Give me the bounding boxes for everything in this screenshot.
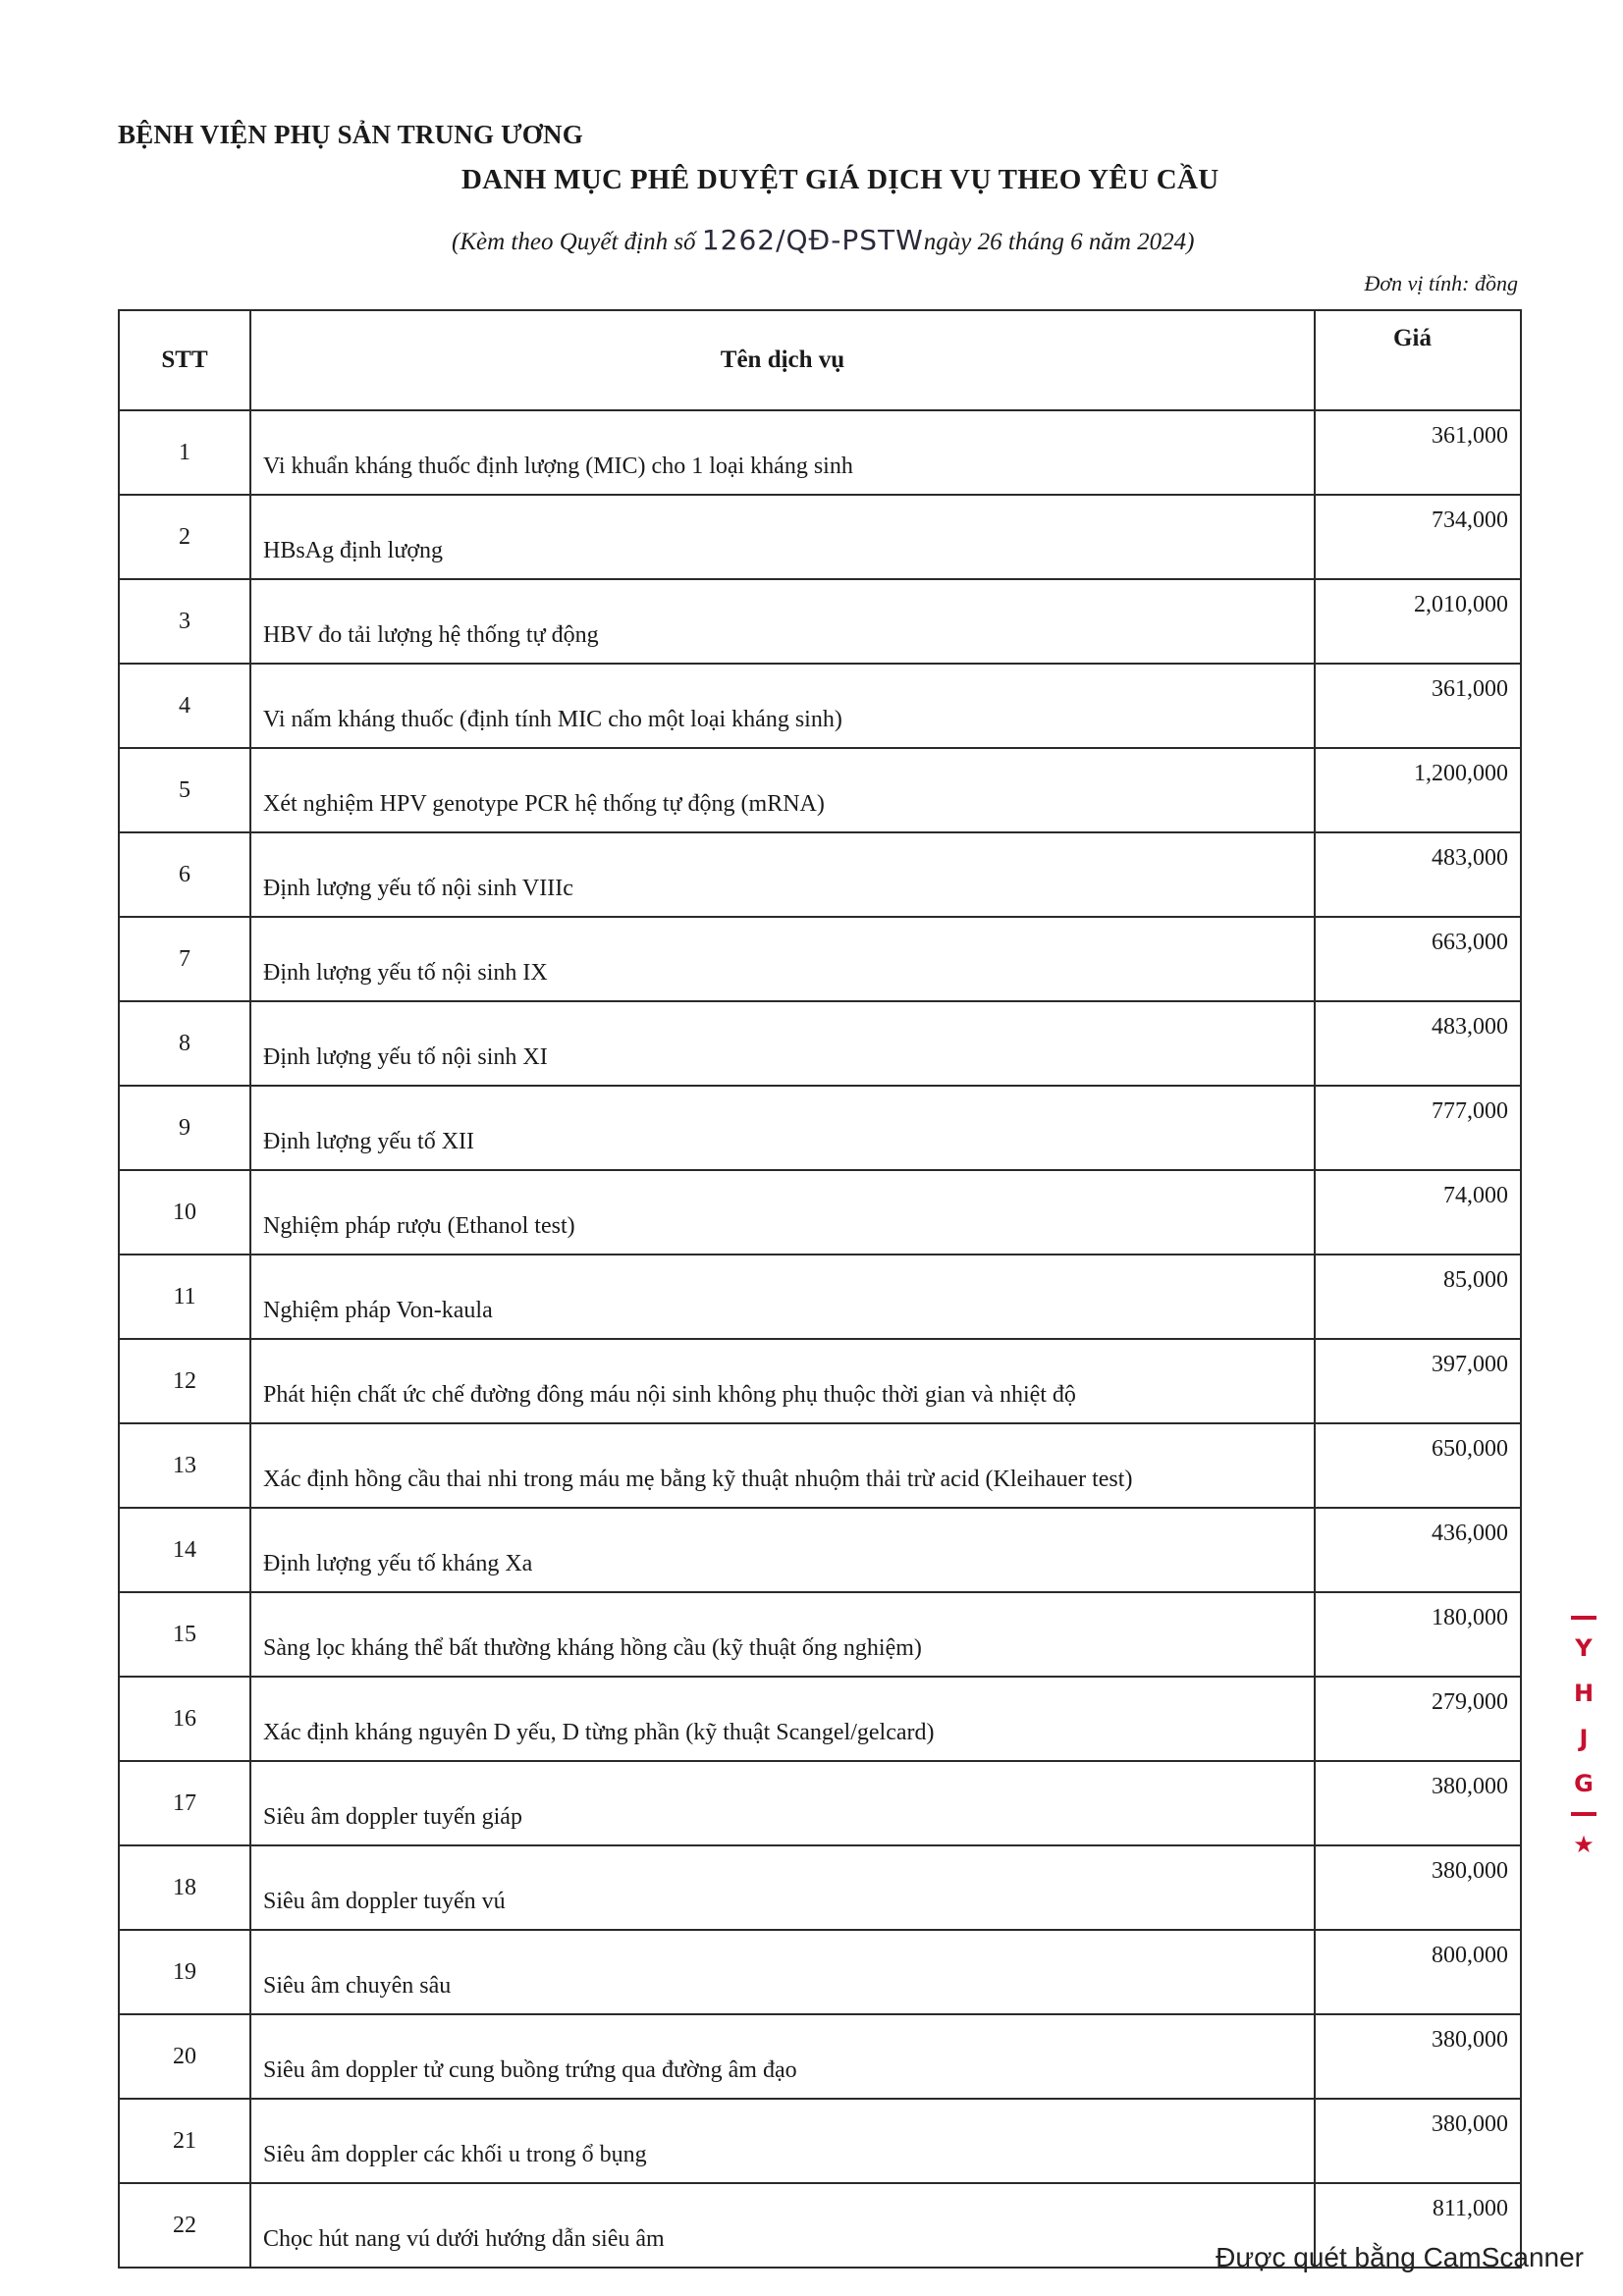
row-service-name: Siêu âm doppler tuyến giáp (250, 1761, 1315, 1845)
row-price: 1,200,000 (1315, 748, 1521, 832)
row-price: 777,000 (1315, 1086, 1521, 1170)
row-service-name: Siêu âm doppler tử cung buồng trứng qua đường âm đạo (250, 2014, 1315, 2099)
row-price: 380,000 (1315, 1761, 1521, 1845)
red-stamp (1564, 1610, 1603, 1867)
row-price: 361,000 (1315, 410, 1521, 495)
row-service-name: Sàng lọc kháng thể bất thường kháng hồng cầu (kỹ thuật ống nghiệm) (250, 1592, 1315, 1677)
table-row (119, 2014, 1521, 2099)
row-price: 380,000 (1315, 2014, 1521, 2099)
subtitle-prefix: (Kèm theo Quyết định số (452, 229, 702, 255)
row-stt: 22 (119, 2183, 250, 2268)
row-stt: 5 (119, 748, 250, 832)
table-row (119, 1508, 1521, 1592)
row-price: 85,000 (1315, 1255, 1521, 1339)
table-row (119, 1001, 1521, 1086)
row-stt: 14 (119, 1508, 250, 1592)
table-row (119, 2099, 1521, 2183)
stamp-letter: H (1573, 1680, 1595, 1707)
stamp-letter: J (1579, 1725, 1589, 1752)
organization-name: BỆNH VIỆN PHỤ SẢN TRUNG ƯƠNG (118, 120, 583, 149)
row-service-name: Xác định hồng cầu thai nhi trong máu mẹ bằng kỹ thuật nhuộm thải trừ acid (Kleihauer test) (250, 1423, 1315, 1508)
row-price: 734,000 (1315, 495, 1521, 579)
row-stt: 6 (119, 832, 250, 917)
row-price: 663,000 (1315, 917, 1521, 1001)
table-row (119, 664, 1521, 748)
document-title: DANH MỤC PHÊ DUYỆT GIÁ DỊCH VỤ THEO YÊU CẦU (461, 164, 1219, 195)
row-price: 2,010,000 (1315, 579, 1521, 664)
row-price: 74,000 (1315, 1170, 1521, 1255)
row-service-name: Định lượng yếu tố nội sinh XI (250, 1001, 1315, 1086)
stamp-letter: G (1574, 1770, 1594, 1797)
stamp-bar-top (1571, 1616, 1596, 1620)
column-header-price: Giá (1315, 310, 1521, 410)
table-row (119, 579, 1521, 664)
row-stt: 4 (119, 664, 250, 748)
row-service-name: Định lượng yếu tố kháng Xa (250, 1508, 1315, 1592)
table-row (119, 1170, 1521, 1255)
column-header-stt: STT (119, 310, 250, 410)
table-row (119, 1255, 1521, 1339)
document-subtitle (452, 224, 1194, 256)
row-service-name: HBsAg định lượng (250, 495, 1315, 579)
row-stt: 20 (119, 2014, 250, 2099)
row-service-name: Nghiệm pháp Von-kaula (250, 1255, 1315, 1339)
table-header-row (119, 310, 1521, 410)
row-service-name: Định lượng yếu tố XII (250, 1086, 1315, 1170)
row-price: 811,000 (1315, 2183, 1521, 2268)
row-service-name: Xét nghiệm HPV genotype PCR hệ thống tự động (mRNA) (250, 748, 1315, 832)
stamp-letter: Y (1575, 1634, 1593, 1662)
row-price: 279,000 (1315, 1677, 1521, 1761)
row-service-name: Siêu âm chuyên sâu (250, 1930, 1315, 2014)
row-service-name: Định lượng yếu tố nội sinh IX (250, 917, 1315, 1001)
row-stt: 15 (119, 1592, 250, 1677)
row-service-name: Vi nấm kháng thuốc (định tính MIC cho một loại kháng sinh) (250, 664, 1315, 748)
row-stt: 2 (119, 495, 250, 579)
price-table (118, 309, 1522, 2269)
row-service-name: Siêu âm doppler các khối u trong ổ bụng (250, 2099, 1315, 2183)
table-row (119, 1845, 1521, 1930)
row-stt: 1 (119, 410, 250, 495)
table-row (119, 1677, 1521, 1761)
table-row (119, 1592, 1521, 1677)
row-stt: 21 (119, 2099, 250, 2183)
table-row (119, 1930, 1521, 2014)
row-stt: 8 (119, 1001, 250, 1086)
table-row (119, 410, 1521, 495)
row-service-name: Nghiệm pháp rượu (Ethanol test) (250, 1170, 1315, 1255)
row-stt: 12 (119, 1339, 250, 1423)
row-price: 483,000 (1315, 1001, 1521, 1086)
stamp-bar-bottom (1571, 1812, 1596, 1816)
row-price: 800,000 (1315, 1930, 1521, 2014)
row-price: 397,000 (1315, 1339, 1521, 1423)
row-service-name: Xác định kháng nguyên D yếu, D từng phần (kỹ thuật Scangel/gelcard) (250, 1677, 1315, 1761)
table-row (119, 832, 1521, 917)
row-price: 180,000 (1315, 1592, 1521, 1677)
row-service-name: Phát hiện chất ức chế đường đông máu nội sinh không phụ thuộc thời gian và nhiệt độ (250, 1339, 1315, 1423)
row-stt: 3 (119, 579, 250, 664)
row-stt: 13 (119, 1423, 250, 1508)
row-stt: 17 (119, 1761, 250, 1845)
row-service-name: Vi khuẩn kháng thuốc định lượng (MIC) cho 1 loại kháng sinh (250, 410, 1315, 495)
decision-number-handwritten: 1262/QĐ-PSTW (701, 224, 924, 256)
row-service-name: Chọc hút nang vú dưới hướng dẫn siêu âm (250, 2183, 1315, 2268)
table-row (119, 495, 1521, 579)
row-price: 380,000 (1315, 1845, 1521, 1930)
row-service-name: Siêu âm doppler tuyến vú (250, 1845, 1315, 1930)
row-stt: 16 (119, 1677, 250, 1761)
row-stt: 18 (119, 1845, 250, 1930)
row-service-name: Định lượng yếu tố nội sinh VIIIc (250, 832, 1315, 917)
table-row (119, 1339, 1521, 1423)
row-price: 380,000 (1315, 2099, 1521, 2183)
currency-unit-note: Đơn vị tính: đồng (1364, 271, 1518, 295)
row-stt: 10 (119, 1170, 250, 1255)
row-price: 483,000 (1315, 832, 1521, 917)
row-price: 436,000 (1315, 1508, 1521, 1592)
scanner-watermark: Được quét bằng CamScanner (1216, 2242, 1584, 2272)
row-stt: 7 (119, 917, 250, 1001)
row-stt: 9 (119, 1086, 250, 1170)
table-row (119, 1761, 1521, 1845)
row-stt: 19 (119, 1930, 250, 2014)
row-price: 650,000 (1315, 1423, 1521, 1508)
subtitle-suffix: ngày 26 tháng 6 năm 2024) (923, 229, 1195, 255)
table-row (119, 748, 1521, 832)
stamp-star-icon: ★ (1573, 1831, 1595, 1858)
table-body (119, 410, 1521, 2268)
table-row (119, 917, 1521, 1001)
table-row (119, 1086, 1521, 1170)
row-service-name: HBV đo tải lượng hệ thống tự động (250, 579, 1315, 664)
row-price: 361,000 (1315, 664, 1521, 748)
row-stt: 11 (119, 1255, 250, 1339)
column-header-service-name: Tên dịch vụ (250, 310, 1315, 410)
table-row (119, 1423, 1521, 1508)
